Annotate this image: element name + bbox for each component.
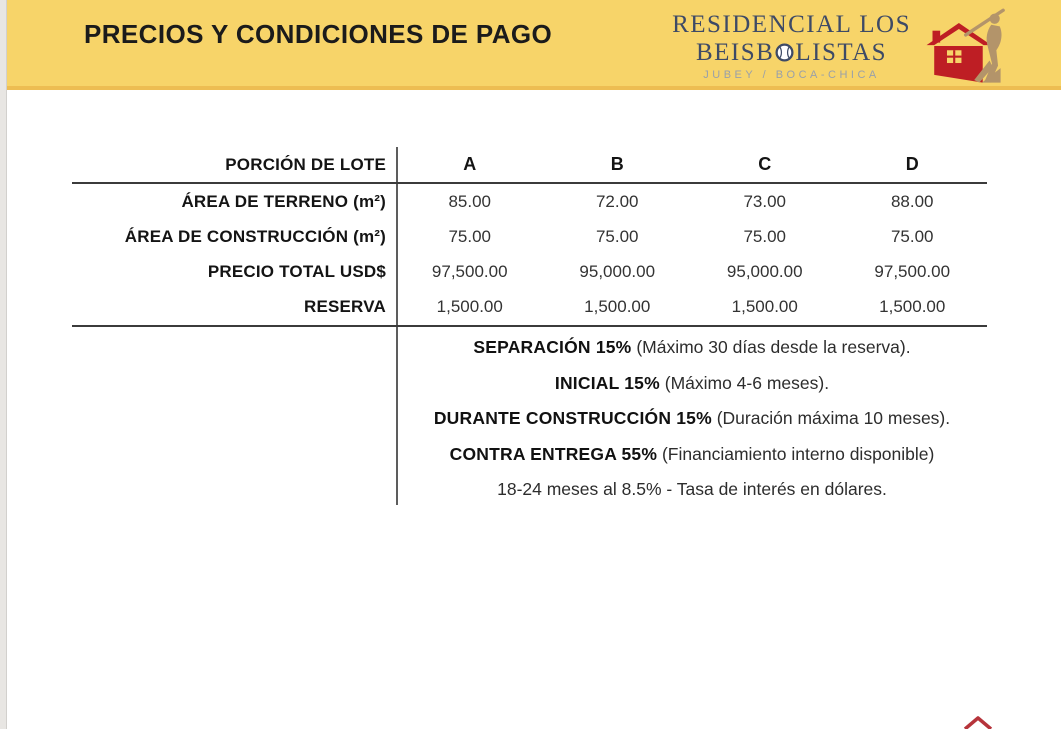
cell-value: 1,500.00	[731, 297, 798, 317]
condition-detail-text: 18-24 meses al 8.5% - Tasa de interés en dólares.	[497, 479, 887, 500]
condition-bold-text: INICIAL 15%	[554, 372, 660, 393]
column-header-c: C	[758, 154, 772, 174]
condition-bold-text: CONTRA ENTREGA 55%	[449, 443, 658, 464]
brand-block	[672, 6, 1007, 86]
brand-name-line2-pre: BEISB	[695, 39, 775, 66]
condition-bold-text: DURANTE CONSTRUCCIÓN 15%	[433, 408, 712, 429]
condition-contra-entrega	[397, 437, 987, 473]
cell-value: 75.00	[448, 226, 492, 246]
table-row-reserva	[72, 290, 987, 325]
cell-value: 1,500.00	[584, 297, 651, 317]
cell-value: 85.00	[448, 191, 492, 211]
condition-separacion	[397, 330, 987, 366]
condition-detail-text: (Duración máxima 10 meses).	[711, 408, 951, 429]
brand-text	[672, 11, 911, 81]
brand-name-line2-post: LISTAS	[795, 39, 888, 66]
cell-value: 72.00	[595, 191, 639, 211]
condition-bold-text: SEPARACIÓN 15%	[473, 337, 632, 358]
price-table	[72, 147, 987, 327]
page-title: PRECIOS Y CONDICIONES DE PAGO	[84, 19, 553, 49]
condition-detail-text: (Financiamiento interno disponible)	[657, 443, 935, 464]
table-row-construccion	[72, 219, 987, 254]
condition-inicial	[397, 366, 987, 402]
column-header-a: A	[463, 154, 477, 174]
row-label: PRECIO TOTAL USD$	[207, 262, 386, 282]
condition-detail-text: (Máximo 30 días desde la reserva).	[631, 337, 911, 358]
table-header-row	[72, 147, 987, 184]
page-edge-strip	[0, 0, 7, 729]
cell-value: 75.00	[743, 226, 787, 246]
table-body	[72, 184, 987, 327]
cell-value: 1,500.00	[436, 297, 503, 317]
row-label: ÁREA DE TERRENO (m²)	[181, 191, 386, 211]
brand-name-line2	[672, 39, 911, 66]
table-header-label: PORCIÓN DE LOTE	[225, 154, 386, 174]
baseball-icon	[775, 43, 794, 62]
cell-value: 1,500.00	[879, 297, 946, 317]
cell-value: 73.00	[743, 191, 787, 211]
table-row-terreno	[72, 184, 987, 219]
condition-detail-text: (Máximo 4-6 meses).	[659, 372, 830, 393]
column-header-b: B	[610, 154, 624, 174]
cell-value: 75.00	[890, 226, 934, 246]
cell-value: 88.00	[890, 191, 934, 211]
brand-name-line1: RESIDENCIAL LOS	[672, 11, 911, 38]
logo-emblem-house-batter-icon	[921, 6, 1007, 86]
condition-financing-terms	[397, 472, 987, 508]
row-label: RESERVA	[303, 297, 386, 317]
column-header-d: D	[905, 154, 919, 174]
cell-value: 97,500.00	[431, 262, 508, 282]
cell-value: 95,000.00	[579, 262, 656, 282]
cell-value: 75.00	[595, 226, 639, 246]
brand-subtitle: JUBEY / BOCA-CHICA	[703, 69, 880, 81]
cell-value: 97,500.00	[874, 262, 951, 282]
condition-durante-construccion	[397, 401, 987, 437]
header-banner	[0, 0, 1061, 90]
cutoff-roof-icon	[963, 716, 993, 729]
table-row-precio-total	[72, 255, 987, 290]
row-label: ÁREA DE CONSTRUCCIÓN (m²)	[124, 226, 386, 246]
payment-conditions	[397, 330, 987, 508]
cell-value: 95,000.00	[726, 262, 803, 282]
